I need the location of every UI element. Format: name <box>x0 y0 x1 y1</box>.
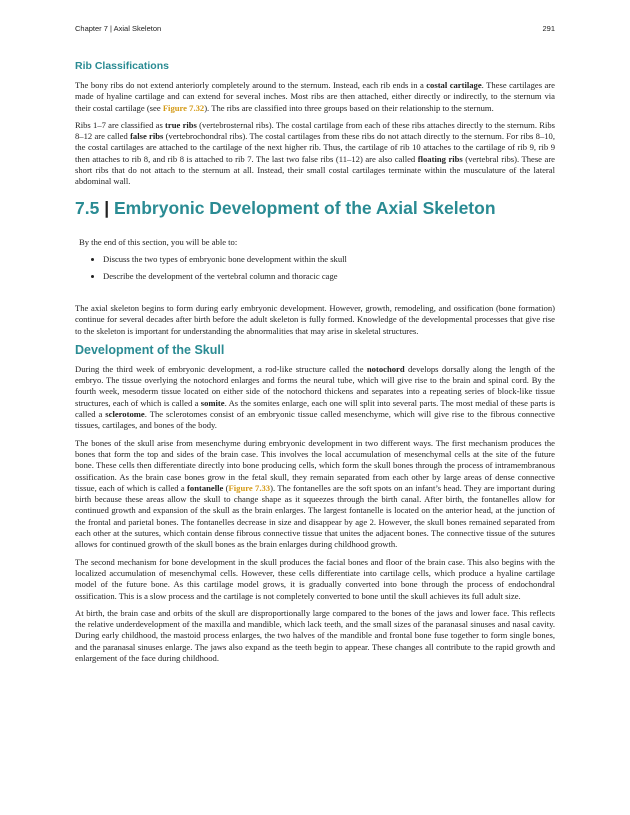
main-content <box>75 60 555 670</box>
page-header <box>75 24 555 38</box>
key-term-floating-ribs: floating ribs <box>417 153 463 164</box>
skull-paragraph-1 <box>75 364 555 432</box>
objectives-list <box>79 254 555 281</box>
key-term-false-ribs: false ribs <box>130 131 164 142</box>
skull-development-heading: Development of the Skull <box>75 342 225 357</box>
text-run: (vertebral ribs). These are short ribs that do not attach to the sternum at all. Instead, their small costal cartilages terminate within the musculature of the lateral abdominal wall. <box>75 153 555 187</box>
page-number: 291 <box>542 24 555 33</box>
text-run: The bony ribs do not extend anteriorly completely around to the sternum. Instead, each rib ends in a <box>75 80 427 90</box>
key-term-fontanelle: fontanelle <box>187 482 224 493</box>
list-item: • Discuss the two types of embryonic bone development within the skull <box>103 254 555 264</box>
text-run: ). The ribs are classified into three groups based on their relationship to the sternum. <box>204 102 494 113</box>
section-number: 7.5 <box>75 197 100 218</box>
intro-paragraph: The axial skeleton begins to form during early embryonic development. However, growth, remodeling, and ossification (bone formation) continue for several decades after birth before the adult skeleton is fully formed. Knowledge of the developmental processes that give rise to the skeleton is important for understanding the abnormalities that may arise in skeletal structures. <box>75 302 555 336</box>
section-separator: | <box>104 197 110 218</box>
skull-paragraph-3: The second mechanism for bone development in the skull produces the facial bones and floor of the brain case. This also begins with the localized accumulation of mesenchymal cells. However, these cells differentiate into cartilage cells, which produce a hyaline cartilage model of the future bone. As this cartilage model grows, it is gradually converted into bone through the process of endochondral ossification. This is a slow process and the cartilage is not completely converted to bone until the skull achieves its full adult size. <box>75 556 555 601</box>
key-term-costal-cartilage: costal cartilage <box>426 80 482 90</box>
section-title: Embryonic Development of the Axial Skeleton <box>113 197 496 218</box>
rib-classifications-heading: Rib Classifications <box>75 60 169 72</box>
text-run: ). The fontanelles are the soft spots on an infant’s head. They are important during birth because these areas allow the skull to change shape as it squeezes through the birth canal. After birth, the fontanelles allow for continued growth and expansion of the skull as the brain enlarges. The largest fontanelle is located on the anterior head, at the junction of the frontal and parietal bones. The fontanelles decrease in size and disappear by age 2. However, the skull bones remained separated from each other at the sutures, which contain dense fibrous connective tissue that unites the adjacent bones. The connective tissue of the sutures allows for continued growth of the skull bones as the brain enlarges during childhood growth. <box>75 482 555 550</box>
text-run: . The sclerotomes consist of an embryonic tissue called mesenchyme, which will give rise to the fibrous connective tissues, cartilages, and bones of the body. <box>75 409 555 431</box>
skull-paragraph-4: At birth, the brain case and orbits of the skull are disproportionally large compared to the bones of the jaws and lower face. This reflects the relative underdevelopment of the maxilla and mandible, which lack teeth, and the small sizes of the paranasal sinuses and nasal cavity. During early childhood, the mastoid process enlarges, the two halves of the mandible and frontal bone fuse together to form single bones, and the paranasal sinuses enlarge. The jaws also expand as the teeth begin to appear. These changes all contribute to the rapid growth and enlargement of the face during childhood. <box>75 607 555 663</box>
list-item: • Describe the development of the vertebral column and thoracic cage <box>103 271 555 281</box>
text-run: . As the somites enlarge, each one will split into several parts. The most medial of these parts is called a <box>75 397 555 420</box>
skull-paragraph-2 <box>75 438 555 551</box>
chapter-title: Chapter 7 | Axial Skeleton <box>75 24 162 33</box>
objectives-intro: By the end of this section, you will be able to: <box>79 236 238 247</box>
text-run: During the third week of embryonic development, a rod-like structure called the <box>75 363 367 374</box>
figure-link-7-33[interactable]: Figure 7.33 <box>228 482 271 493</box>
text-run: (vertebrochondral ribs). The costal cartilages from these ribs do not attach directly to the sternum. For ribs 8–10, the costal cartilages are attached to the cartilage of the next higher rib. Thus, the cartilage of rib 10 attaches to the cartilage of rib 9, rib 9 then attaches to rib 8, and rib 8 is attached to rib 7. The last two false ribs (11–12) are also called <box>75 131 555 164</box>
text-run: Ribs 1–7 are classified as <box>75 119 166 130</box>
rib-paragraph-2 <box>75 120 555 188</box>
text-run: The bones of the skull arise from mesenchyme during embryonic development in two different ways. The first mechanism produces the bones that form the top and sides of the brain case. This involves the local accumulation of mesenchymal cells at the site of the future bone. These cells then differentiate directly into bone producing cells, which form the skull bones through the process of intramembranous ossification. As the brain case bones grow in the fetal skull, they remain separated from each other by large areas of dense connective tissue, each of which is called a <box>75 437 555 493</box>
text-run: . These cartilages are made of hyaline cartilage and can extend for several inches. Most ribs are then attached, either directly or indirectly, to the sternum via their costal cartilage (see <box>75 80 555 113</box>
key-term-somite: somite <box>200 397 225 408</box>
key-term-notochord: notochord <box>366 363 405 374</box>
figure-link-7-32[interactable]: Figure 7.32 <box>162 102 205 113</box>
text-run: ( <box>223 482 229 493</box>
text-run: (vertebrosternal ribs). The costal cartilage from each of these ribs attaches directly to the sternum. Ribs 8–12 are called <box>75 119 556 142</box>
section-heading <box>75 198 555 219</box>
text-run: develops dorsally along the length of the embryo. The tissue overlying the notochord enlarges and forms the neural tube, which will give rise to the brain and spinal cord. By the fourth week, mesoderm tissue located on either side of the notochord thickens and separates into a repeating series of block-like tissue structures, each of which is called a <box>75 363 555 408</box>
learning-objectives <box>75 237 555 281</box>
key-term-sclerotome: sclerotome <box>105 409 145 420</box>
rib-paragraph-1 <box>75 80 555 114</box>
key-term-true-ribs: true ribs <box>165 119 197 130</box>
